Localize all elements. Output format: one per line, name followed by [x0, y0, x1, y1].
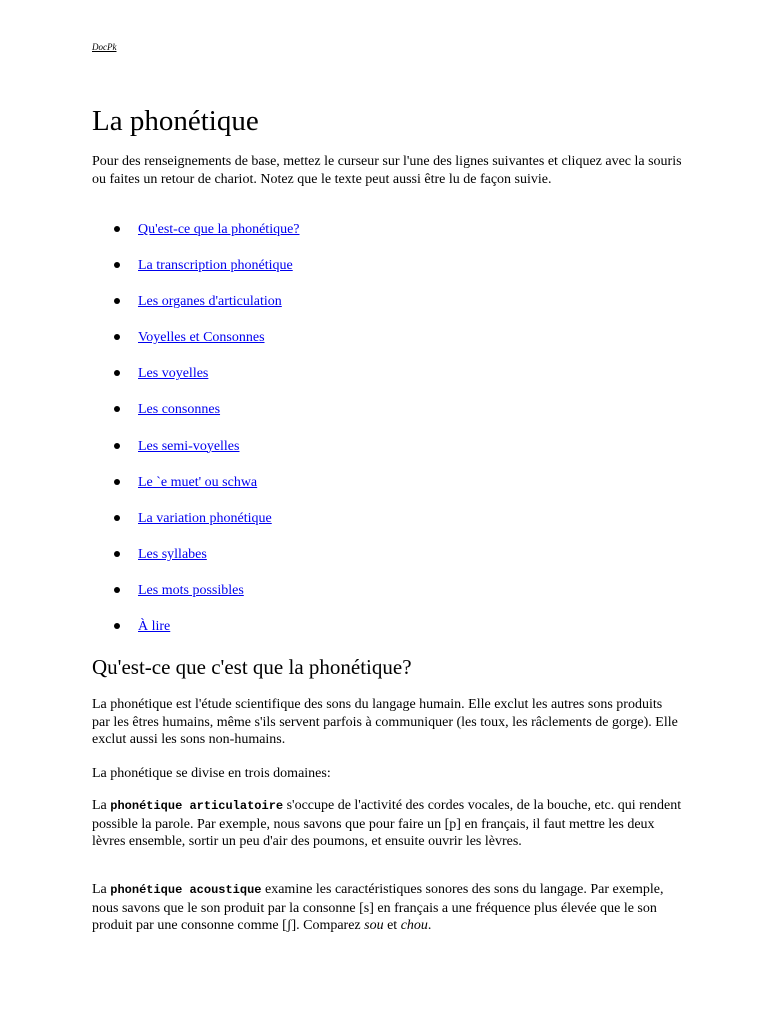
term-acoustique: phonétique acoustique — [110, 883, 262, 897]
toc-link-mots-possibles[interactable]: Les mots possibles — [138, 582, 244, 598]
bullet-icon — [114, 226, 120, 232]
text-span: La — [92, 798, 111, 813]
bullet-icon — [114, 298, 120, 304]
bullet-icon — [114, 623, 120, 629]
bullet-icon — [114, 551, 120, 557]
bullet-icon — [114, 370, 120, 376]
page-title: La phonétique — [92, 105, 259, 137]
bullet-icon — [114, 479, 120, 485]
toc-link-voyelles-consonnes[interactable]: Voyelles et Consonnes — [138, 330, 265, 346]
paragraph-definition: La phonétique est l'étude scientifique des sons du langage humain. Elle exclut les autres sons produits par les êtres humains, même s'ils servent parfois à communiquer (les toux, les râclements de gorge). Elle exclut aussi les sons non-humains. — [92, 697, 678, 748]
toc-link-consonnes[interactable]: Les consonnes — [138, 402, 221, 418]
toc-link-transcription[interactable]: La transcription phonétique — [138, 258, 293, 274]
toc-link-semi-voyelles[interactable]: Les semi-voyelles — [138, 438, 240, 454]
bullet-icon — [114, 587, 120, 593]
toc-link-syllabes[interactable]: Les syllabes — [138, 546, 207, 562]
toc-item — [92, 256, 300, 292]
toc-item — [92, 473, 300, 509]
toc-item — [92, 220, 300, 256]
text-span: et — [383, 918, 401, 934]
toc-item — [92, 437, 300, 473]
example-word-chou: chou — [400, 918, 428, 934]
text-span: examine les caractéristiques sonores des sons du langage. Par exemple, nous savons que le son produit par la consonne [s] en français a une fréquence plus élevée que le son produit par une consonne comme [ʃ]. Comparez — [92, 882, 664, 934]
text-span: La — [92, 882, 111, 897]
text-span: s'occupe de l'activité des cordes vocales, de la bouche, etc. qui rendent possible la parole. Par exemple, nous savons que pour faire un [p] en français, il faut mettre les deux lèvres ensemble, sortir un peu d'air des poumons, et ensuite ouvrir les lèvres. — [92, 798, 682, 850]
toc-link-phonetique[interactable]: Qu'est-ce que la phonétique? — [138, 222, 300, 237]
bullet-icon — [114, 406, 120, 412]
text-span: . — [427, 918, 432, 934]
toc-link-organes[interactable]: Les organes d'articulation — [138, 294, 282, 310]
toc-item — [92, 509, 300, 545]
toc-item — [92, 617, 300, 653]
section-heading: Qu'est-ce que c'est que la phonétique? — [92, 655, 412, 679]
toc-item — [92, 364, 300, 400]
bullet-icon — [114, 443, 120, 449]
toc-item — [92, 400, 300, 436]
toc-link-voyelles[interactable]: Les voyelles — [138, 366, 209, 382]
term-articulatoire: phonétique articulatoire — [110, 799, 284, 813]
toc-item — [92, 328, 300, 364]
bullet-icon — [114, 515, 120, 521]
paragraph-articulatoire — [92, 797, 682, 851]
paragraph-domains: La phonétique se divise en trois domaines: — [92, 766, 331, 781]
paragraph-acoustique — [92, 881, 682, 935]
toc-item — [92, 581, 300, 617]
toc-link-e-muet[interactable]: Le `e muet' ou schwa — [138, 474, 258, 490]
bullet-icon — [114, 262, 120, 268]
intro-paragraph: Pour des renseignements de base, mettez le curseur sur l'une des lignes suivantes et cliquez avec la souris ou faites un retour de chariot. Notez que le texte peut aussi être lu de façon suivie. — [92, 154, 682, 187]
example-word-sou: sou — [364, 918, 384, 934]
toc-item — [92, 545, 300, 581]
table-of-contents — [92, 220, 300, 653]
toc-item — [92, 292, 300, 328]
toc-link-a-lire[interactable]: À lire — [138, 619, 171, 635]
header-source-link[interactable]: DocPk — [92, 42, 117, 52]
bullet-icon — [114, 334, 120, 340]
toc-link-variation[interactable]: La variation phonétique — [138, 510, 272, 526]
